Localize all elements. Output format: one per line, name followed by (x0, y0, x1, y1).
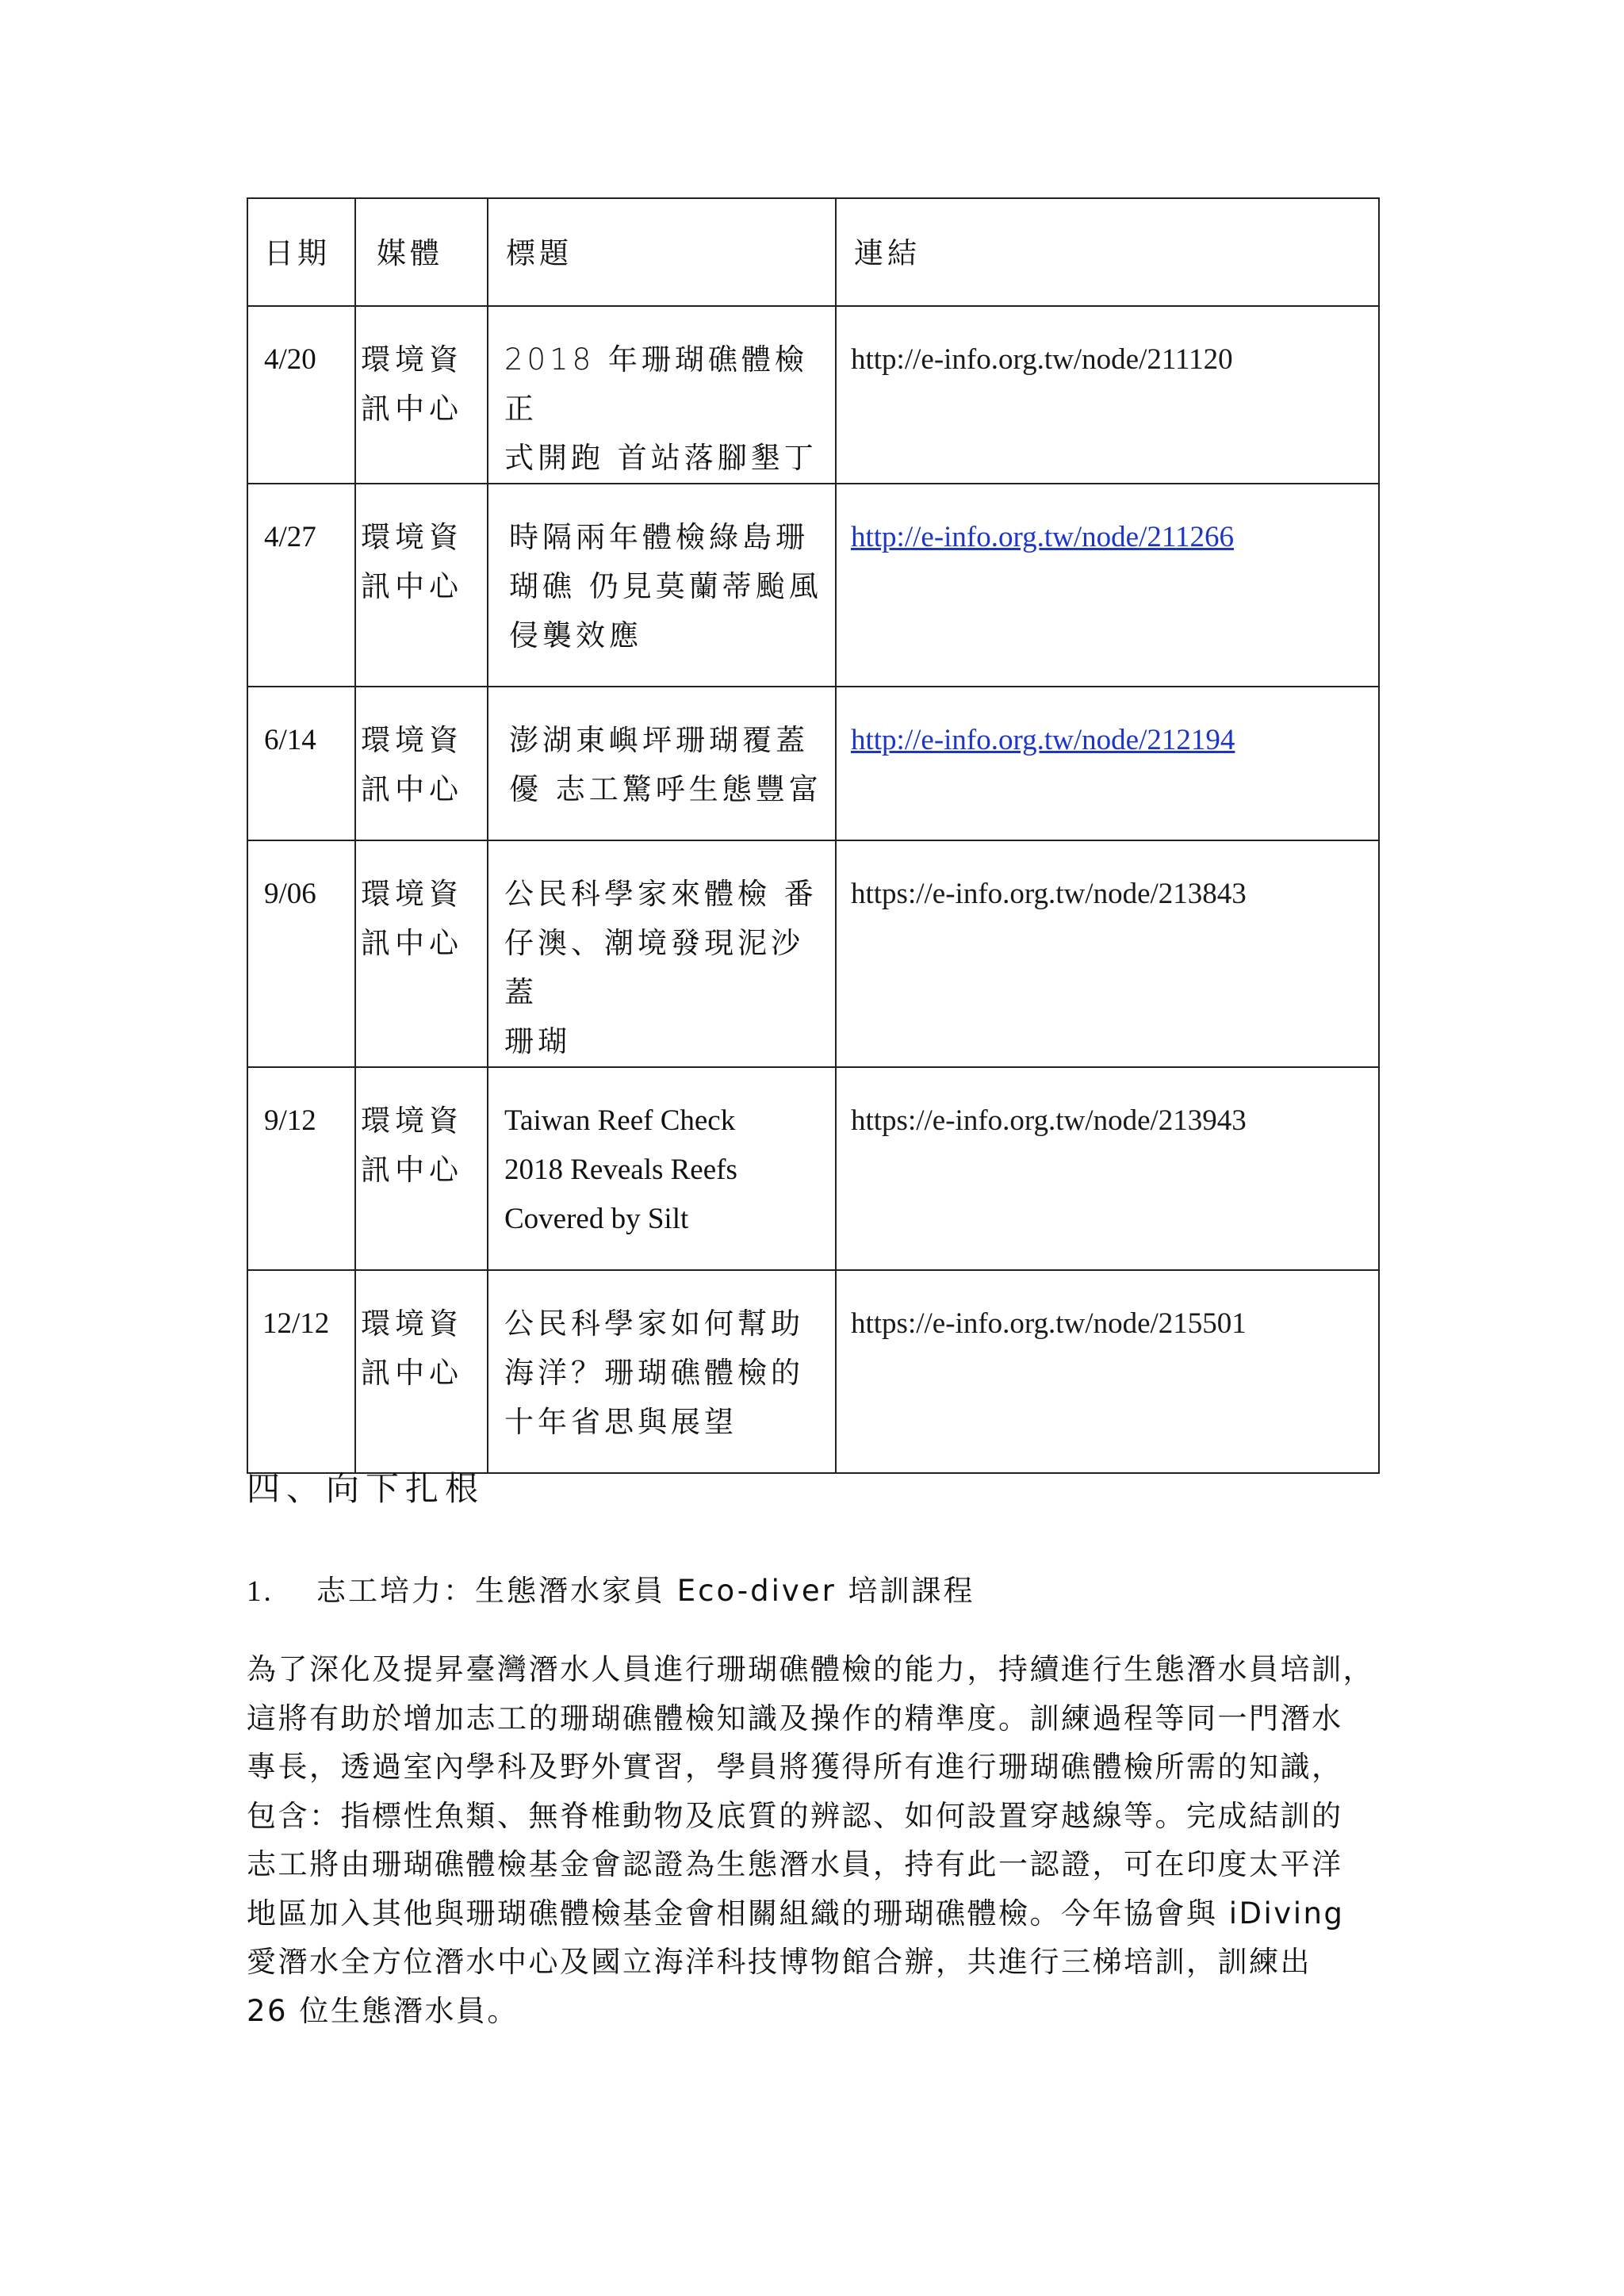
header-media: 媒體 (355, 198, 488, 306)
title-line: 時隔兩年體檢綠島珊 (509, 520, 809, 554)
row-title (488, 484, 836, 687)
title-line: 侵襲效應 (509, 618, 642, 652)
link-text: https://e-info.org.tw/node/213943 (851, 1104, 1247, 1137)
table-row (247, 840, 1379, 1067)
row-media (355, 1270, 488, 1473)
row-date: 4/20 (247, 306, 355, 484)
link-text: https://e-info.org.tw/node/213843 (851, 878, 1247, 910)
row-date: 6/14 (247, 687, 355, 840)
title-line: 海洋？珊瑚礁體檢的 (504, 1356, 804, 1390)
table-row (247, 687, 1379, 840)
title-line: 公民科學家來體檢 番 (504, 877, 818, 911)
title-line: 仔澳、潮境發現泥沙蓋 (504, 926, 804, 1009)
body-paragraph (247, 1645, 1436, 2035)
row-title (488, 1067, 836, 1270)
link-text: https://e-info.org.tw/node/215501 (851, 1307, 1247, 1340)
paragraph-line: 26 位生態潛水員。 (247, 1993, 519, 2028)
header-date: 日期 (247, 198, 355, 306)
row-title (488, 306, 836, 484)
row-link (836, 840, 1379, 1067)
row-media (355, 484, 488, 687)
title-line: 瑚礁 仍見莫蘭蒂颱風 (509, 569, 822, 603)
paragraph-line: 包含：指標性魚類、無脊椎動物及底質的辨認、如何設置穿越線等。完成結訓的 (247, 1798, 1343, 1833)
row-title (488, 1270, 836, 1473)
paragraph-line: 這將有助於增加志工的珊瑚礁體檢知識及操作的精準度。訓練過程等同一門潛水 (247, 1701, 1343, 1735)
media-line: 環境資 (361, 1307, 463, 1341)
title-line: Taiwan Reef Check (504, 1104, 736, 1137)
row-date: 9/06 (247, 840, 355, 1067)
link-text: http://e-info.org.tw/node/211120 (851, 343, 1233, 376)
media-coverage-table (247, 197, 1380, 1474)
title-line: 公民科學家如何幫助 (504, 1307, 804, 1341)
table-row (247, 1067, 1379, 1270)
paragraph-line: 為了深化及提昇臺灣潛水人員進行珊瑚礁體檢的能力，持續進行生態潛水員培訓， (247, 1652, 1374, 1686)
row-media (355, 1067, 488, 1270)
paragraph-line: 地區加入其他與珊瑚礁體檢基金會相關組織的珊瑚礁體檢。今年協會與 iDiving (247, 1896, 1345, 1931)
section-heading: 四、向下扎根 (247, 1469, 485, 1508)
subsection-heading (247, 1567, 975, 1609)
paragraph-line: 愛潛水全方位潛水中心及國立海洋科技博物館合辦，共進行三梯培訓，訓練出 (247, 1945, 1312, 1979)
row-link (836, 1067, 1379, 1270)
row-link (836, 687, 1379, 840)
media-line: 訊中心 (361, 1153, 463, 1187)
title-line: Covered by Silt (504, 1203, 689, 1235)
row-title (488, 687, 836, 840)
row-link (836, 1270, 1379, 1473)
media-line: 環境資 (361, 1104, 463, 1138)
title-line: 澎湖東嶼坪珊瑚覆蓋 (509, 723, 809, 757)
row-date: 4/27 (247, 484, 355, 687)
table-row (247, 484, 1379, 687)
table-row (247, 1270, 1379, 1473)
media-line: 訊中心 (361, 392, 463, 426)
row-link (836, 306, 1379, 484)
paragraph-line: 志工將由珊瑚礁體檢基金會認證為生態潛水員，持有此一認證，可在印度太平洋 (247, 1847, 1343, 1881)
row-date: 12/12 (247, 1270, 355, 1473)
table-row (247, 306, 1379, 484)
hyperlink[interactable]: http://e-info.org.tw/node/211266 (851, 521, 1235, 553)
media-line: 訊中心 (361, 569, 463, 603)
subsection-number: 1. (247, 1575, 274, 1608)
row-title (488, 840, 836, 1067)
title-line: 2018 Reveals Reefs (504, 1154, 737, 1186)
row-date: 9/12 (247, 1067, 355, 1270)
media-line: 訊中心 (361, 1356, 463, 1390)
row-media (355, 687, 488, 840)
row-media (355, 306, 488, 484)
title-line: 珊瑚 (504, 1024, 571, 1058)
media-line: 環境資 (361, 520, 463, 554)
subsection-title: 志工培力：生態潛水家員 Eco-diver 培訓課程 (316, 1574, 975, 1608)
title-line: 2018 年珊瑚礁體檢正 (504, 342, 808, 426)
media-line: 訊中心 (361, 926, 463, 960)
media-line: 環境資 (361, 723, 463, 757)
title-line: 十年省思與展望 (504, 1405, 737, 1439)
row-media (355, 840, 488, 1067)
header-title: 標題 (488, 198, 836, 306)
media-line: 環境資 (361, 342, 463, 377)
title-line: 式開跑 首站落腳墾丁 (504, 441, 818, 475)
hyperlink[interactable]: http://e-info.org.tw/node/212194 (851, 724, 1235, 756)
title-line: 優 志工驚呼生態豐富 (509, 772, 822, 806)
header-link: 連結 (836, 198, 1379, 306)
table-header-row (247, 198, 1379, 306)
paragraph-line: 專長，透過室內學科及野外實習，學員將獲得所有進行珊瑚礁體檢所需的知識， (247, 1750, 1343, 1784)
media-line: 環境資 (361, 877, 463, 911)
media-line: 訊中心 (361, 772, 463, 806)
row-link (836, 484, 1379, 687)
